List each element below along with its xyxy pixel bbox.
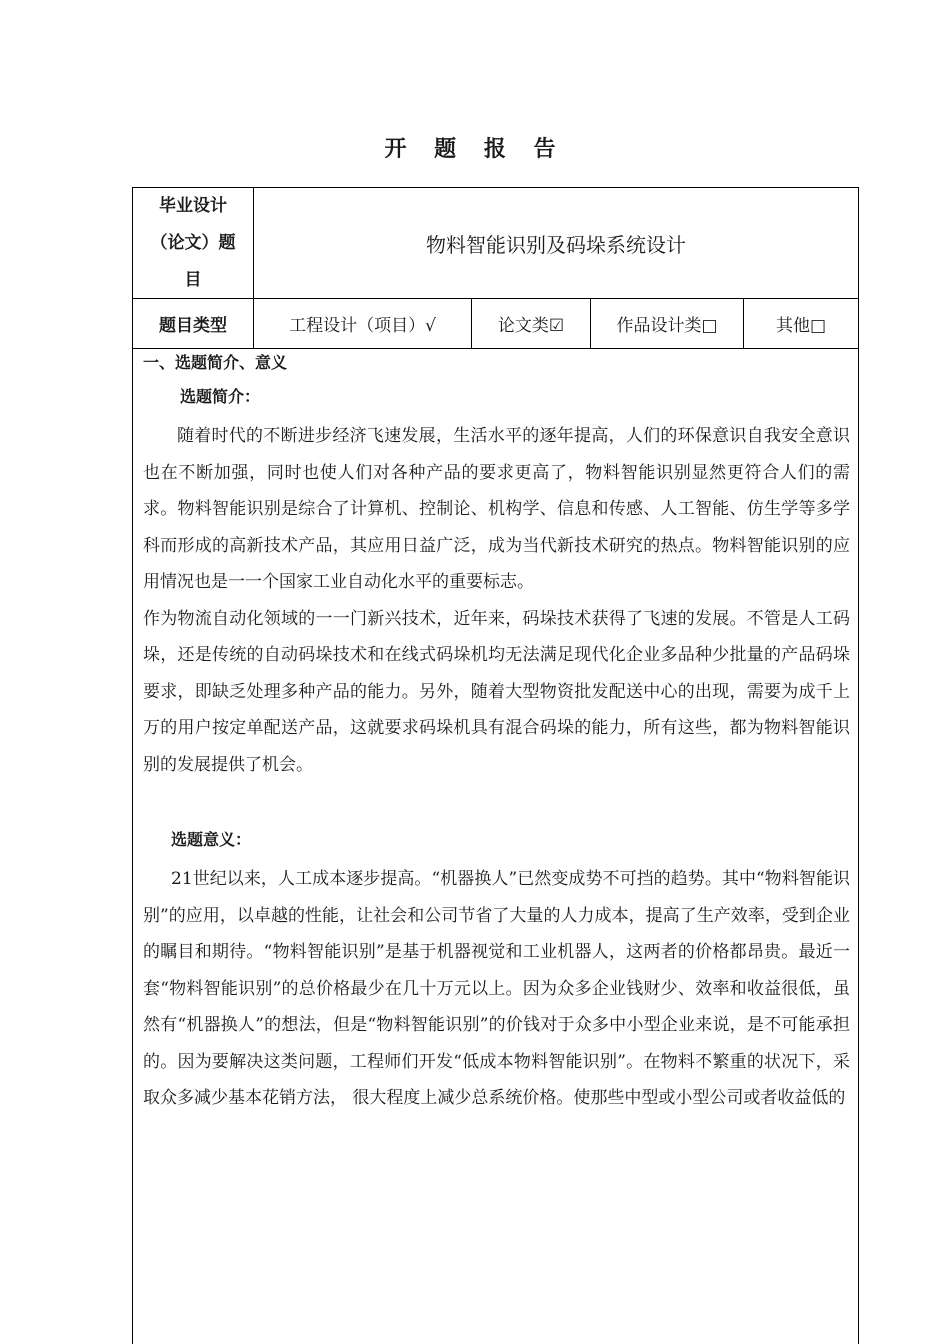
section-content	[143, 350, 850, 1117]
topic-label: 毕业设计（论文）题目	[133, 188, 254, 298]
intro-heading: 选题简介：	[180, 387, 261, 406]
topic-row	[133, 188, 858, 299]
meaning-heading: 选题意义：	[171, 830, 252, 849]
type-option-engineering: 工程设计（项目）√	[254, 298, 472, 348]
intro-paragraph-2: 作为物流自动化领域的一一门新兴技术，近年来，码垛技术获得了飞速的发展。不管是人工码垛，还是传统的自动码垛技术和在线式码垛机均无法满足现代化企业多品种少批量的产品码垛要求，即缺乏处理多种产品的能力。另外，随着大型物资批发配送中心的出现，需要为成千上万的用户按定单配送产品，这就要求码垛机具有混合码垛的能力，所有这些，都为物料智能识别的发展提供了机会。	[143, 608, 850, 775]
section-heading: 一、选题简介、意义	[143, 353, 288, 372]
topic-value: 物料智能识别及码垛系统设计	[426, 232, 686, 257]
report-table	[132, 187, 859, 1344]
type-option-thesis: 论文类☑	[472, 298, 591, 348]
type-option-work-design: 作品设计类□	[591, 298, 744, 348]
type-label: 题目类型	[133, 298, 254, 348]
meaning-paragraph-1: 21世纪以来，人工成本逐步提高。“机器换人”已然变成势不可挡的趋势。其中“物料智能识别”的应用，以卓越的性能，让社会和公司节省了大量的人力成本，提高了生产效率，受到企业的瞩目和期待。“物料智能识别”是基于机器视觉和工业机器人，这两者的价格都昂贵。最近一套“物料智能识别”的总价格最少在几十万元以上。因为众多企业钱财少、效率和收益很低，虽然有“机器换人”的想法，但是“物料智能识别”的价钱对于众多中小型企业来说，是不可能承担的。因为要解决这类问题，工程师们开发“低成本物料智能识别”。在物料不繁重的状况下，采取众多减少基本花销方法， 很大程度上减少总系统价格。使那些中型或小型公司或者收益低的	[143, 869, 850, 1108]
type-option-other: 其他□	[775, 315, 827, 336]
page-title: 开 题 报 告	[384, 137, 566, 162]
type-row	[133, 298, 858, 349]
intro-paragraph-1: 随着时代的不断进步经济飞速发展，生活水平的逐年提高，人们的环保意识自我安全意识也在不断加强，同时也使人们对各种产品的要求更高了，物料智能识别显然更符合人们的需求。物料智能识别是综合了计算机、控制论、机构学、信息和传感、人工智能、仿生学等多学科而形成的高新技术产品，其应用日益广泛，成为当代新技术研究的热点。物料智能识别的应用情况也是一一个国家工业自动化水平的重要标志。	[143, 426, 850, 592]
